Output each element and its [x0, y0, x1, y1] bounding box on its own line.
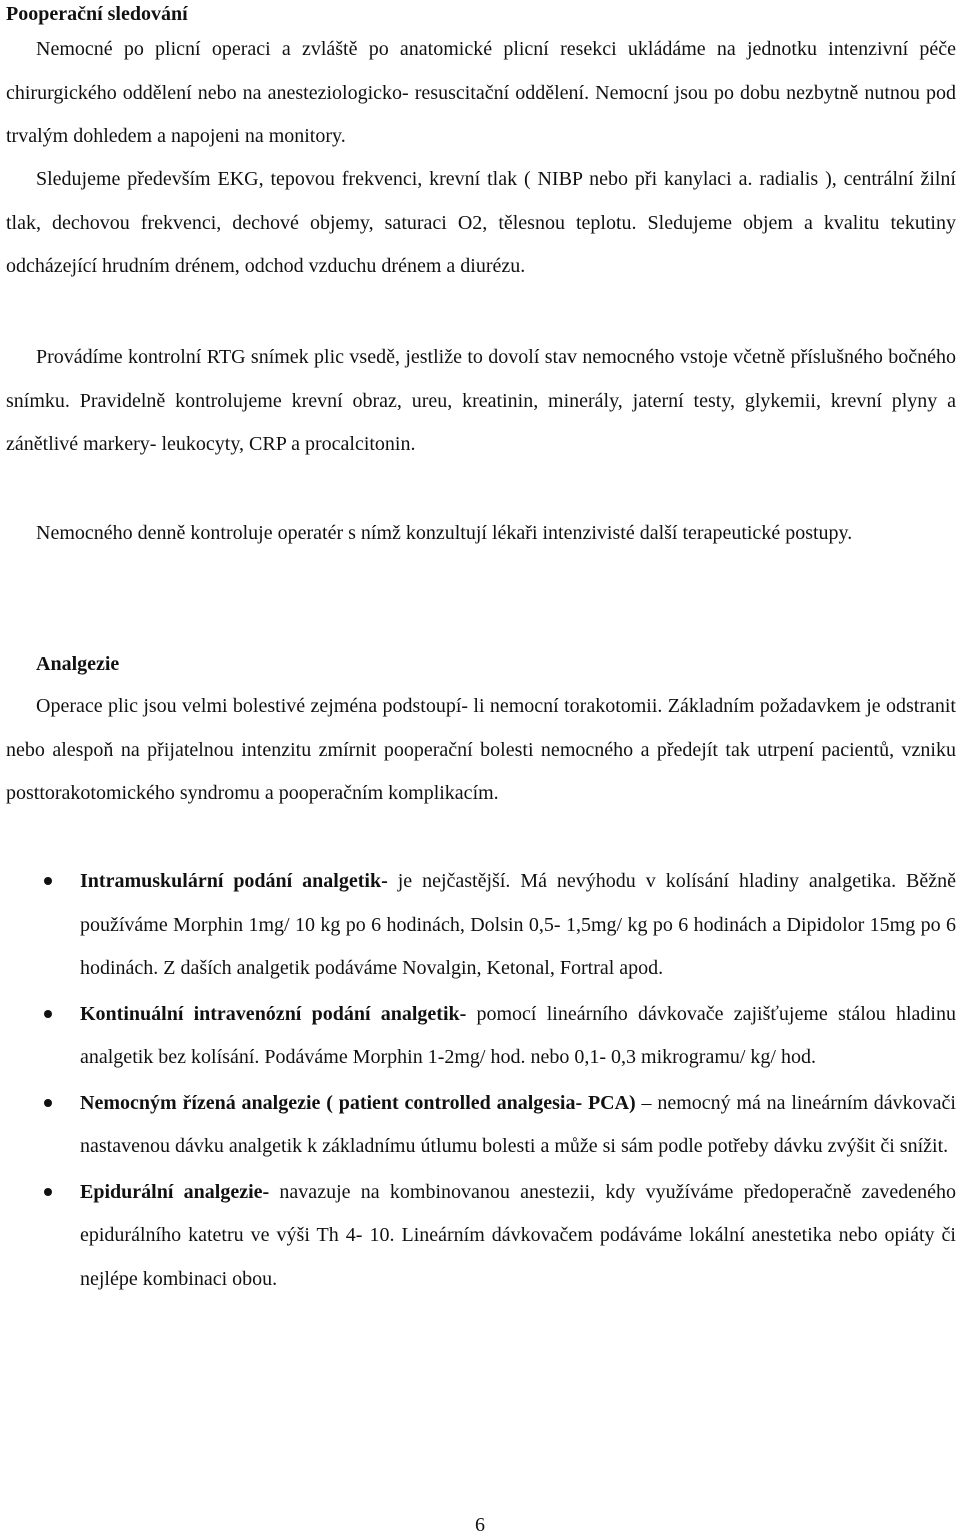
analgesia-methods-list — [44, 860, 956, 1301]
list-item-term: Nemocným řízená analgezie ( patient controlled analgesia- PCA) — [80, 1091, 636, 1114]
list-item — [44, 860, 956, 991]
paragraph: Nemocného denně kontroluje operatér s nímž konzultují lékaři intenzivisté další terapeutické postupy. — [36, 522, 853, 544]
list-item-text: je nejčastější. Má nevýhodu v kolísání hladiny analgetika. Běžně používáme Morphin 1mg/ 10 kg po 6 hodinách, Dolsin 0,5- 1,5mg/ kg po 6 hodinách a Dipidolor 15mg po 6 hodinách. Z daších analgetik podáváme Novalgin, Ketonal, Fortral apod. — [80, 870, 956, 979]
page-number: 6 — [475, 1514, 485, 1536]
list-item-term: Epidurální analgezie- — [80, 1180, 270, 1203]
list-item-text: navazuje na kombinovanou anestezii, kdy využíváme předoperačně zavedeného epidurálního katetru ve výši Th 4- 10. Lineárním dávkovačem podáváme lokální anestetika nebo opiáty či nejlépe kombinaci obou. — [80, 1180, 956, 1290]
list-item-text: pomocí lineárního dávkovače zajišťujeme stálou hladinu analgetik bez kolísání. Podáváme Morphin 1-2mg/ hod. nebo 0,1- 0,3 mikrogramu/ kg/ hod. — [80, 1002, 956, 1068]
section-heading-analgesia: Analgezie — [36, 653, 120, 675]
paragraph: Sledujeme především EKG, tepovou frekvenci, krevní tlak ( NIBP nebo při kanylaci a. radialis ), centrální žilní tlak, dechovou frekvenci, dechové objemy, saturaci O2, tělesnou teplotu. Sledujeme objem a kvalitu tekutiny odcházející hrudním drénem, odchod vzduchu drénem a diurézu. — [6, 168, 956, 277]
paragraph: Operace plic jsou velmi bolestivé zejména podstoupí- li nemocní torakotomii. Základním požadavkem je odstranit nebo alespoň na přijatelnou intenzitu zmírnit pooperační bolesti nemocného a předejít tak utrpení pacientů, vzniku posttorakotomického syndromu a pooperačním komplikacím. — [6, 695, 956, 804]
bullet-icon — [44, 1099, 52, 1107]
list-item — [44, 1082, 956, 1169]
list-item — [44, 1171, 956, 1302]
section-heading-postoperative: Pooperační sledování — [6, 3, 188, 25]
list-item-term: Intramuskulární podání analgetik- — [80, 870, 388, 892]
list-item-text: – nemocný má na lineárním dávkovači nastavenou dávku analgetik k základnímu útlumu bolesti a může si sám podle potřeby dávku zvýšit či snížit. — [80, 1091, 956, 1157]
paragraph: Nemocné po plicní operaci a zvláště po anatomické plicní resekci ukládáme na jednotku intenzivní péče chirurgického oddělení nebo na anesteziologicko- resuscitační oddělení. Nemocní jsou po dobu nezbytně nutnou pod trvalým dohledem a napojeni na monitory. — [6, 38, 956, 147]
list-item-term: Kontinuální intravenózní podání analgetik- — [80, 1002, 467, 1025]
bullet-icon — [44, 877, 52, 885]
list-item — [44, 993, 956, 1080]
bullet-icon — [44, 1010, 52, 1018]
paragraph: Provádíme kontrolní RTG snímek plic vsedě, jestliže to dovolí stav nemocného vstoje včetně příslušného bočného snímku. Pravidelně kontrolujeme krevní obraz, ureu, kreatinin, minerály, jaterní testy, glykemii, krevní plyny a zánětlivé markery- leukocyty, CRP a procalcitonin. — [6, 346, 956, 455]
bullet-icon — [44, 1188, 52, 1196]
